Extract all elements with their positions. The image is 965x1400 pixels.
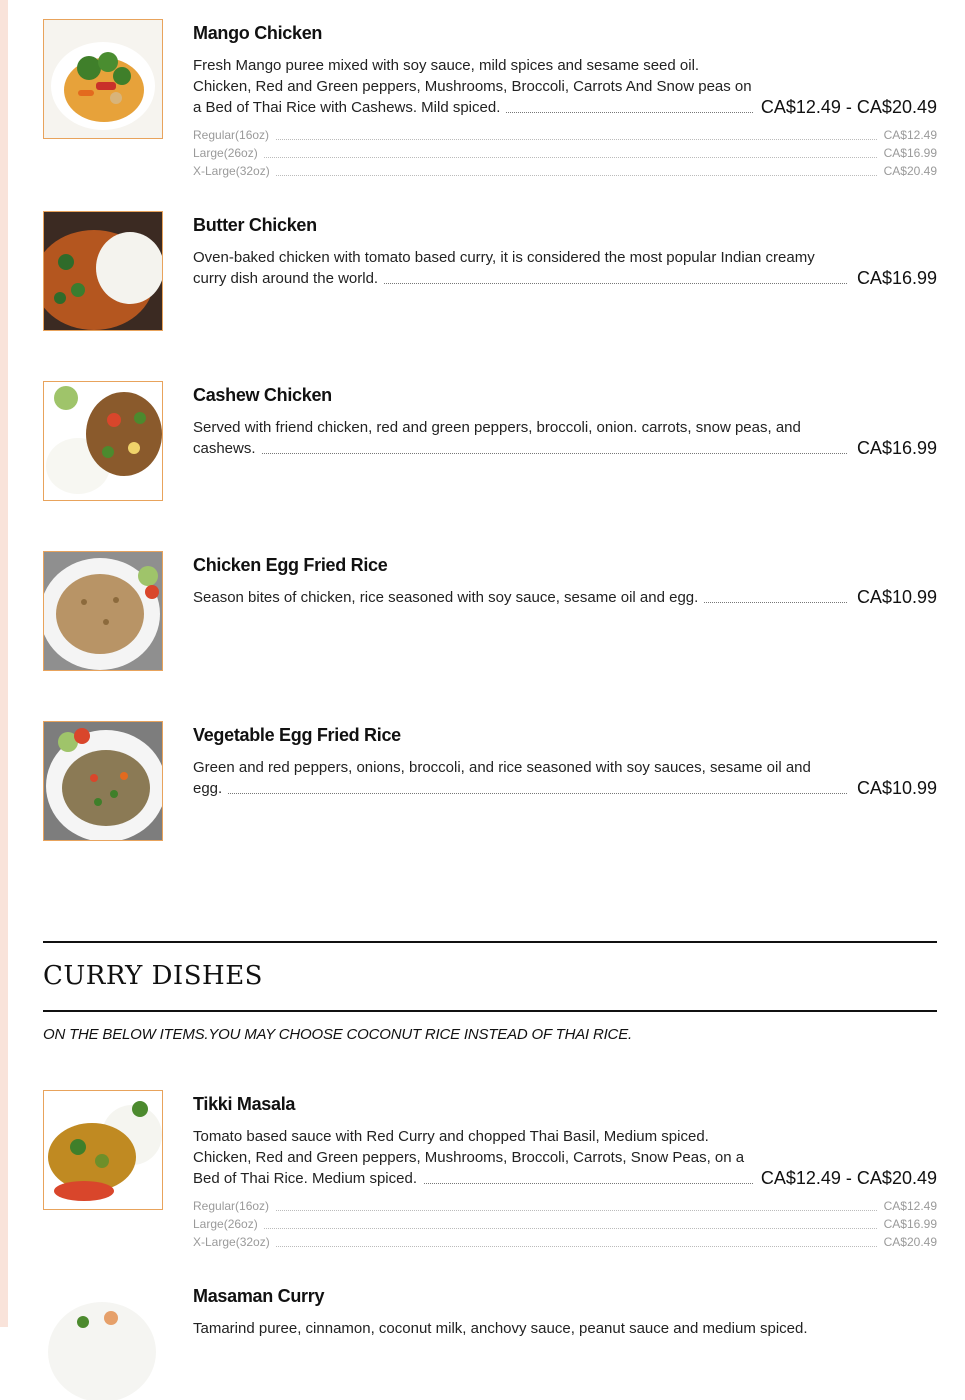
tikki-masala-photo[interactable] [43, 1090, 163, 1210]
vegetable-egg-fried-rice-photo[interactable] [43, 721, 163, 841]
size-option-large[interactable]: Large(26oz) CA$16.99 [193, 1217, 937, 1231]
cashew-chicken-photo[interactable] [43, 381, 163, 501]
food-image-icon [43, 1282, 161, 1400]
item-description: Season bites of chicken, rice seasoned with soy sauce, sesame oil and egg. [193, 587, 847, 608]
item-price: CA$10.99 [853, 587, 937, 608]
size-option-x-large[interactable]: X-Large(32oz) CA$20.49 [193, 164, 937, 178]
item-description: Oven-baked chicken with tomato based curry, it is considered the most popular Indian creamy curry dish around the world. [193, 247, 847, 289]
item-price: CA$10.99 [853, 778, 937, 799]
food-image-icon [44, 20, 162, 138]
food-image-icon [44, 552, 162, 670]
size-option-large[interactable]: Large(26oz) CA$16.99 [193, 146, 937, 160]
food-image-icon [44, 382, 162, 500]
item-description: Fresh Mango puree mixed with soy sauce, mild spices and sesame seed oil. Chicken, Red and Green peppers, Mushrooms, Broccoli, Carrots And Snow peas on a Bed of Thai Rice with Cashews. Mild spiced. [193, 57, 752, 116]
item-name[interactable]: Cashew Chicken [193, 385, 332, 405]
item-description: Tomato based sauce with Red Curry and chopped Thai Basil, Medium spiced. Chicken, Red and Green peppers, Mushrooms, Broccoli, Carrots, Snow Peas, on a Bed of Thai Rice. Medium spiced. [193, 1126, 753, 1189]
size-options [193, 1197, 937, 1251]
food-image-icon [44, 722, 162, 840]
size-option-regular[interactable]: Regular(16oz) CA$12.49 [193, 128, 937, 142]
section-bottom-rule [43, 1010, 937, 1012]
item-name[interactable]: Vegetable Egg Fried Rice [193, 725, 401, 745]
dotted-leader [193, 453, 847, 454]
section-title: CURRY DISHES [43, 961, 263, 991]
item-price: CA$12.49 - CA$20.49 [757, 97, 937, 118]
size-option-x-large[interactable]: X-Large(32oz) CA$20.49 [193, 1235, 937, 1249]
left-accent-strip [0, 0, 8, 1327]
food-image-icon [44, 212, 162, 330]
mango-chicken-photo[interactable] [43, 19, 163, 139]
item-price: CA$16.99 [853, 268, 937, 289]
item-description: Green and red peppers, onions, broccoli, and rice seasoned with soy sauces, sesame oil and egg. [193, 757, 847, 799]
item-name[interactable]: Butter Chicken [193, 215, 317, 235]
size-options [193, 126, 937, 180]
masaman-curry-photo[interactable] [43, 1282, 161, 1400]
item-name[interactable]: Mango Chicken [193, 23, 323, 43]
size-option-regular[interactable]: Regular(16oz) CA$12.49 [193, 1199, 937, 1213]
item-description: Served with friend chicken, red and green peppers, broccoli, onion. carrots, snow peas, and cashews. [193, 417, 847, 459]
item-name[interactable]: Chicken Egg Fried Rice [193, 555, 388, 575]
butter-chicken-photo[interactable] [43, 211, 163, 331]
section-note: ON THE BELOW ITEMS.YOU MAY CHOOSE COCONUT RICE INSTEAD OF THAI RICE. [43, 1026, 632, 1043]
item-description: Tamarind puree, cinnamon, coconut milk, anchovy sauce, peanut sauce and medium spiced. [193, 1318, 847, 1339]
section-top-rule [43, 941, 937, 943]
item-name[interactable]: Masaman Curry [193, 1286, 325, 1306]
item-name[interactable]: Tikki Masala [193, 1094, 296, 1114]
dotted-leader [193, 793, 847, 794]
chicken-egg-fried-rice-photo[interactable] [43, 551, 163, 671]
food-image-icon [44, 1091, 162, 1209]
item-price: CA$12.49 - CA$20.49 [757, 1168, 937, 1189]
item-price: CA$16.99 [853, 438, 937, 459]
